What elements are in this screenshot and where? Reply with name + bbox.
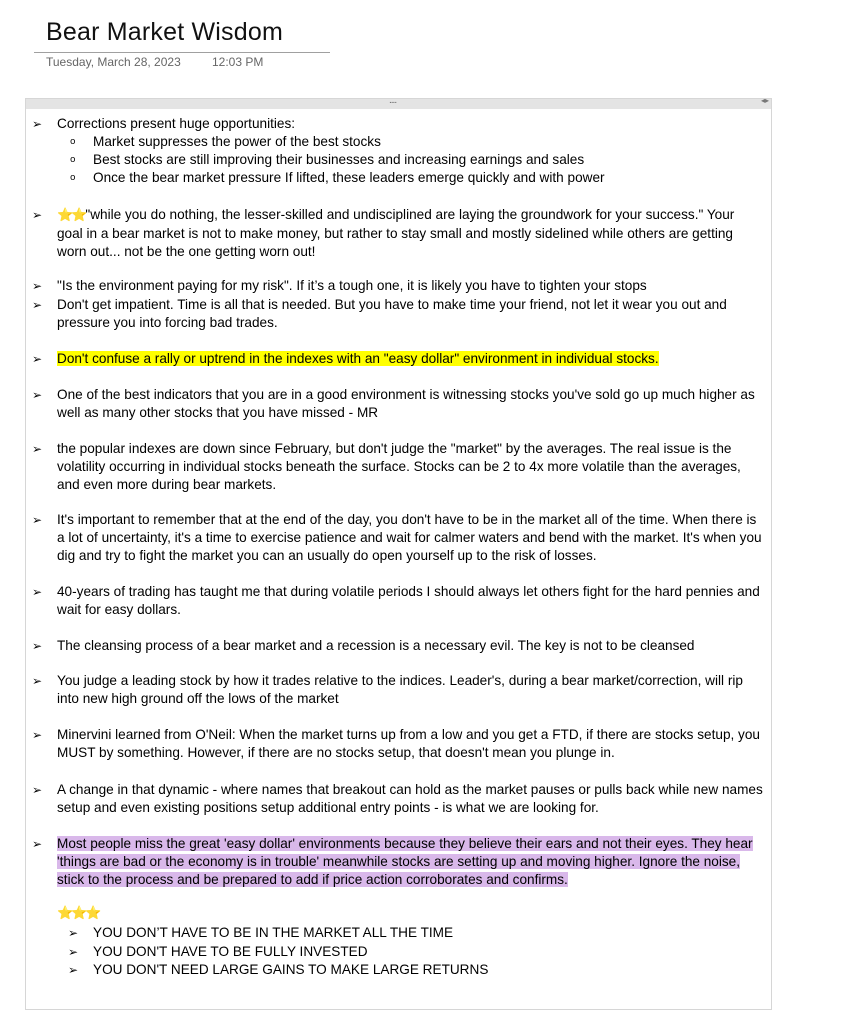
circle-bullet-icon: o bbox=[70, 137, 76, 147]
list-item-text: It's important to remember that at the end of the day, you don't have to be in the market all of the time. When there is a lot of uncertainty, it's a time to exercise patience and wait for calmer waters and bend with the market. It's when you dig and try to fight the market you can an usually do open yourself up to the risk of losses. bbox=[57, 512, 762, 563]
container-handle-bar[interactable] bbox=[26, 95, 771, 109]
stars-container bbox=[57, 904, 763, 923]
list-item-text: A change in that dynamic - where names that breakout can hold as the market pauses or pulls back while new names setup and even existing positions setup additional entry points - is what we are looking for. bbox=[57, 782, 763, 815]
list-item-text: Best stocks are still improving their businesses and increasing earnings and sales bbox=[93, 152, 585, 167]
page-date: Tuesday, March 28, 2023 bbox=[46, 55, 181, 69]
list-item-text: 40-years of trading has taught me that during volatile periods I should always let others fight for the hard pennies and wait for easy dollars. bbox=[57, 584, 760, 617]
resize-icon[interactable]: ◂▸ bbox=[760, 96, 769, 105]
list-item-text: Corrections present huge opportunities: bbox=[57, 116, 296, 131]
arrow-bullet-icon: ➢ bbox=[32, 388, 43, 402]
arrow-bullet-icon: ➢ bbox=[32, 674, 43, 688]
list-item-text: YOU DON'T HAVE TO BE FULLY INVESTED bbox=[93, 944, 368, 959]
list-item-text bbox=[57, 350, 763, 368]
page-time: 12:03 PM bbox=[212, 55, 264, 69]
arrow-bullet-icon: ➢ bbox=[32, 837, 43, 851]
quote-text: "while you do nothing, the lesser-skilled and undisciplined are laying the groundwork for your success." Your goal in a bear market is not to make money, but rather to stay small and mostly sidelined while others are getting worn out... not be the one getting worn out! bbox=[57, 207, 735, 259]
arrow-bullet-icon: ➢ bbox=[32, 639, 43, 653]
star-icon: ⭐⭐⭐ bbox=[57, 906, 100, 921]
circle-bullet-icon: o bbox=[70, 173, 76, 183]
page-title[interactable]: Bear Market Wisdom bbox=[46, 18, 283, 46]
circle-bullet-icon: o bbox=[70, 155, 76, 165]
list-item-text bbox=[57, 206, 763, 261]
arrow-bullet-icon: ➢ bbox=[32, 208, 43, 222]
arrow-bullet-icon: ➢ bbox=[32, 728, 43, 742]
list-item-text: "Is the environment paying for my risk". If it’s a tough one, it is likely you have to tighten your stops bbox=[57, 278, 647, 293]
arrow-bullet-icon: ➢ bbox=[32, 783, 43, 797]
arrow-bullet-icon: ➢ bbox=[32, 298, 43, 312]
arrow-bullet-icon: ➢ bbox=[32, 585, 43, 599]
arrow-bullet-icon: ➢ bbox=[68, 926, 79, 940]
arrow-bullet-icon: ➢ bbox=[32, 117, 43, 131]
list-item-text: Once the bear market pressure If lifted, these leaders emerge quickly and with power bbox=[93, 170, 605, 185]
list-item-text: Market suppresses the power of the best stocks bbox=[93, 134, 381, 149]
note-container[interactable] bbox=[25, 95, 772, 1010]
arrow-bullet-icon: ➢ bbox=[32, 442, 43, 456]
arrow-bullet-icon: ➢ bbox=[32, 279, 43, 293]
list-item-text: Minervini learned from O'Neil: When the market turns up from a low and you get a FTD, if there are stocks setup, you MUST by something. However, if there are no stocks setup, that doesn't mean you plunge in. bbox=[57, 727, 760, 760]
highlighted-text: Don't confuse a rally or uptrend in the indexes with an "easy dollar" environment in individual stocks. bbox=[57, 351, 659, 366]
list-item-text: the popular indexes are down since February, but don't judge the "market" by the averages. The real issue is the volatility occurring in individual stocks beneath the surface. Stocks can be 2 to 4x more volatile than the averages, and even more during bear markets. bbox=[57, 441, 741, 492]
highlighted-text: Most people miss the great 'easy dollar' environments because they believe their ears and not their eyes. They hear 'things are bad or the economy is in trouble' meanwhile stocks are setting up and moving higher. Ignore the noise, stick to the process and be prepared to add if price action corroborates and confirms. bbox=[57, 836, 753, 887]
arrow-bullet-icon: ➢ bbox=[68, 963, 79, 977]
list-item-text: Don't get impatient. Time is all that is needed. But you have to make time your friend, not let it wear you out and pressure you into forcing bad trades. bbox=[57, 297, 727, 330]
list-item-text: YOU DON'T NEED LARGE GAINS TO MAKE LARGE RETURNS bbox=[93, 962, 489, 977]
drag-grip-icon[interactable]: .... bbox=[389, 95, 397, 106]
list-item-text: One of the best indicators that you are in a good environment is witnessing stocks you've sold go up much higher as well as many other stocks that you have missed - MR bbox=[57, 387, 755, 420]
title-divider bbox=[34, 52, 330, 53]
arrow-bullet-icon: ➢ bbox=[32, 513, 43, 527]
list-item-text: You judge a leading stock by how it trades relative to the indices. Leader's, during a bear market/correction, will rip into new high ground off the lows of the market bbox=[57, 673, 743, 706]
star-icon: ⭐⭐ bbox=[57, 208, 86, 223]
arrow-bullet-icon: ➢ bbox=[32, 352, 43, 366]
arrow-bullet-icon: ➢ bbox=[68, 945, 79, 959]
list-item-text: YOU DON’T HAVE TO BE IN THE MARKET ALL THE TIME bbox=[93, 925, 454, 940]
list-item-text: The cleansing process of a bear market and a recession is a necessary evil. The key is not to be cleansed bbox=[57, 638, 695, 653]
list-item-text bbox=[57, 835, 763, 889]
